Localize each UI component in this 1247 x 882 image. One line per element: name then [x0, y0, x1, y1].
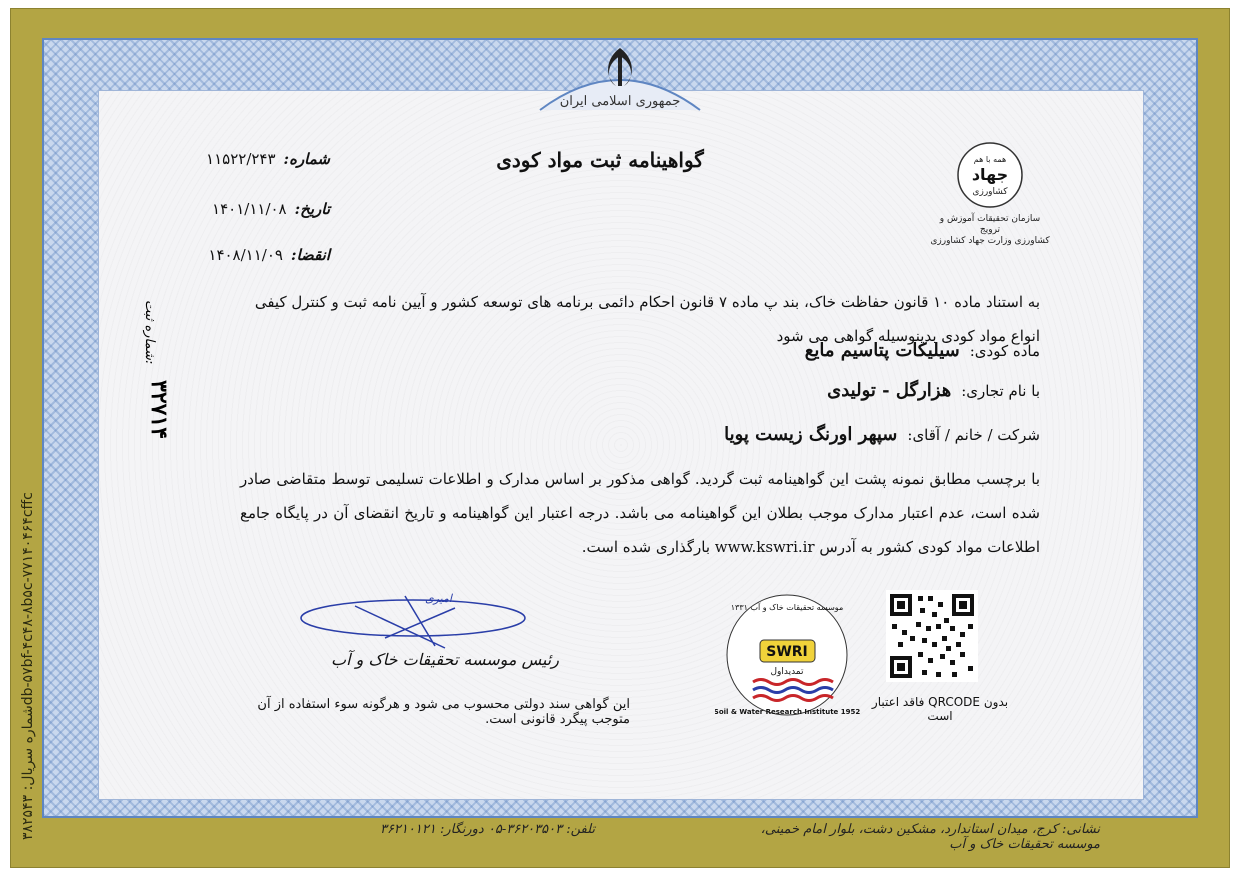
meta-date-value: ۱۴۰۱/۱۱/۰۸	[212, 200, 287, 218]
swri-abbr: SWRI	[766, 644, 808, 660]
company-label: شرکت / خانم / آقای:	[907, 426, 1040, 444]
emblem-country: جمهوری اسلامی ایران	[559, 94, 681, 109]
field-company	[600, 424, 1040, 445]
qr-code[interactable]	[886, 590, 978, 682]
jahad-badge-main: جهاد	[971, 165, 1009, 184]
jahad-logo	[930, 140, 1050, 246]
registration-label: شماره ثبت:	[142, 300, 157, 365]
swri-arc-fa: موسسه تحقیقات خاک و آب ۱۳۳۱	[730, 603, 844, 612]
footer-address: نشانی: کرج، میدان استاندارد، مشکین دشت، بلوار امام خمینی، موسسه تحقیقات خاک و آب	[760, 822, 1100, 852]
signature-scribble-icon	[295, 588, 545, 658]
signature-caption: رئیس موسسه تحقیقات خاک و آب	[331, 650, 559, 669]
registration-block	[140, 300, 180, 480]
intro-text: به استناد ماده ۱۰ قانون حفاظت خاک، بند پ ماده ۷ قانون احکام دائمی برنامه های توسعه کشور و آیین نامه ثبت و کنترل کیفی انواع مواد کودی بدینوسیله گواهی می شود	[254, 293, 1040, 345]
field-brand	[600, 380, 1040, 401]
meta-number-value: ۱۱۵۲۲/۲۴۳	[206, 150, 276, 168]
meta-expiry	[180, 246, 330, 264]
field-material	[600, 340, 1040, 361]
meta-number	[180, 150, 330, 168]
signature	[295, 588, 545, 688]
certificate-title: گواهینامه ثبت مواد کودی	[496, 148, 704, 172]
meta-date-label: تاریخ:	[294, 200, 330, 218]
serial-number: شماره سریال: ۳۸۲۵۴۳db-۵۷bf-۴c۴۸-۸b۵c-۷۷۱۴۰۴۶۴cffc	[20, 492, 36, 840]
registration-number: ۳۲۷۱۴	[146, 380, 172, 440]
material-label: ماده کودی:	[969, 342, 1040, 360]
brand-value: هزارگل - تولیدی	[827, 380, 952, 401]
swri-emblem-icon	[715, 590, 860, 720]
legal-note: این گواهی سند دولتی محسوب می شود و هرگونه سوء استفاده از آن متوجب پیگرد قانونی است.	[257, 697, 630, 727]
swri-arc-en: Soil & Water Research Institute 1952	[715, 708, 860, 716]
jahad-badge-icon	[955, 140, 1025, 210]
meta-number-label: شماره:	[283, 150, 330, 168]
qr-code-icon	[886, 590, 978, 682]
meta-expiry-label: انقضا:	[290, 246, 330, 264]
material-value: سیلیکات پتاسیم مایع	[804, 340, 960, 361]
jahad-org-line1: سازمان تحقیقات آموزش و ترویج	[939, 214, 1041, 235]
signature-name: امیری	[425, 592, 452, 605]
emblem-banner	[520, 30, 720, 120]
company-value: سپهر اورنگ زیست پویا	[724, 424, 898, 445]
jahad-badge-sub: کشاورزی	[972, 187, 1008, 197]
statement-text: با برچسب مطابق نمونه پشت این گواهینامه ثبت گردید. گواهی مذکور بر اساس مدارک و اطلاعات تسلیمی توسط متقاضی صادر شده است، عدم اعتبار مدارک موجب بطلان این گواهینامه می باشد. درجه اعتبار این گواهینامه و تاریخ انقضای آن در پایگاه جامع اطلاعات مواد کودی کشور به آدرس www.kswri.ir بارگذاری شده است.	[240, 470, 1040, 556]
qr-note: بدون QRCODE فاقد اعتبار است	[871, 695, 1009, 723]
swri-renewed: تمدیداول	[770, 667, 804, 677]
brand-label: با نام تجاری:	[961, 382, 1040, 400]
meta-expiry-value: ۱۴۰۸/۱۱/۰۹	[208, 246, 283, 264]
jahad-badge-top: همه با هم	[973, 155, 1007, 164]
jahad-org-line2: کشاورزی وزارت جهاد کشاورزی	[930, 236, 1050, 246]
meta-date	[180, 200, 330, 218]
swri-logo	[715, 590, 860, 720]
footer-phone: تلفن: ۳۶۲۰۳۵۰۳-۰۵ دورنگار: ۳۶۲۱۰۱۲۱	[379, 822, 595, 837]
